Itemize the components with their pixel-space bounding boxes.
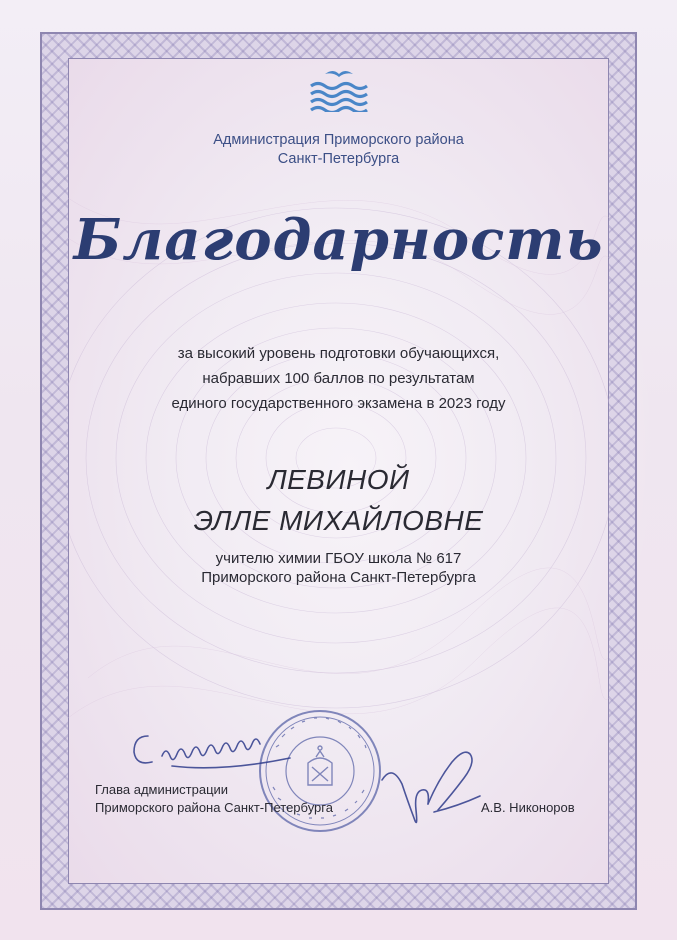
recipient-surname: ЛЕВИНОЙ: [267, 464, 410, 495]
handwritten-signature-icon: [378, 740, 488, 840]
reason-line-1: за высокий уровень подготовки обучающихся,: [177, 345, 500, 362]
recipient-position-line-1: учителю химии ГБОУ школа № 617: [215, 550, 462, 567]
organization-name-line-2: Санкт-Петербурга: [277, 151, 400, 167]
signatory-name: А.В. Никоноров: [481, 800, 575, 815]
recipient-given-names: ЭЛЛЕ МИХАЙЛОВНЕ: [193, 505, 484, 536]
seagull-over-waves-icon: [309, 66, 369, 112]
reason-line-3: единого государственного экзамена в 2023 году: [171, 395, 506, 412]
organization-name-line-1: Администрация Приморского района: [213, 132, 464, 148]
certificate-title: Благодарность: [73, 207, 604, 273]
signatory-title-line-2: Приморского района Санкт-Петербурга: [95, 800, 333, 815]
recipient-position-line-2: Приморского района Санкт-Петербурга: [201, 569, 476, 586]
reason-line-2: набравших 100 баллов по результатам: [202, 370, 475, 387]
handwritten-greeting: [112, 722, 312, 782]
signatory-title-line-1: Глава администрации: [95, 782, 229, 797]
